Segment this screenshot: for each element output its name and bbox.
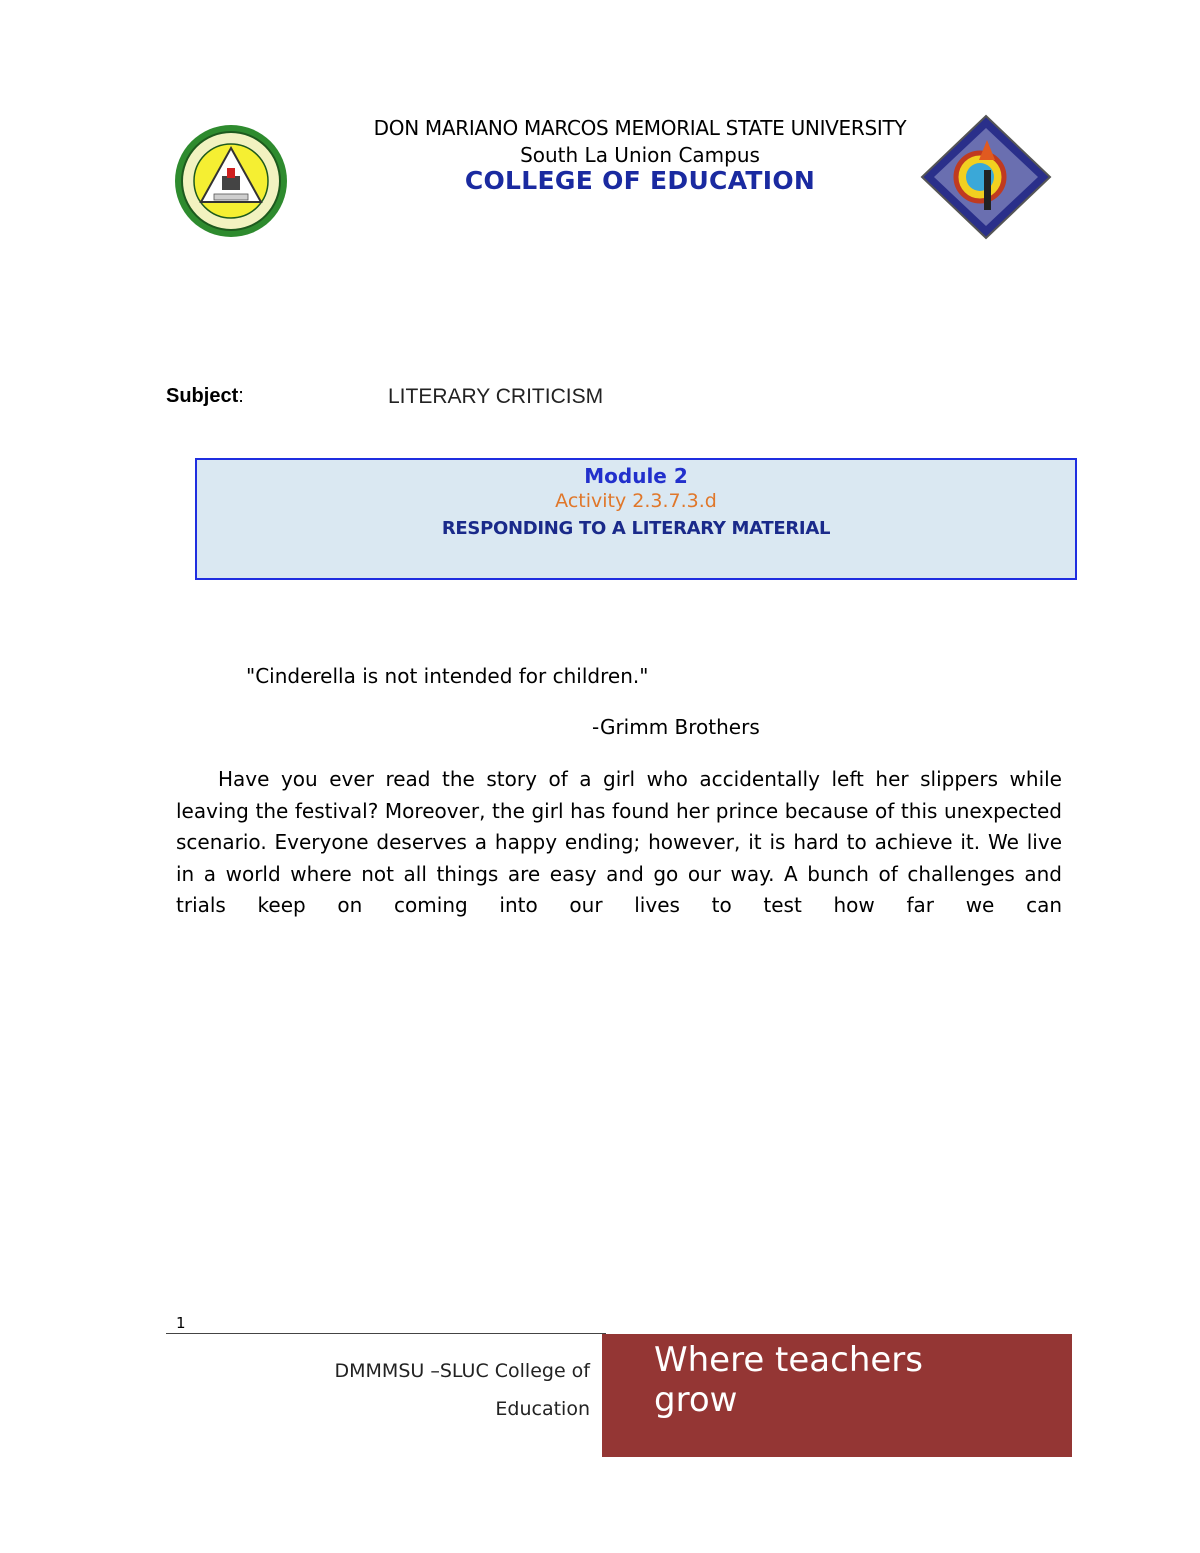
footer-college: DMMMSU –SLUC College of Education	[334, 1360, 590, 1420]
university-name: DON MARIANO MARCOS MEMORIAL STATE UNIVERSITY	[373, 116, 907, 140]
module-info-box	[195, 458, 1077, 580]
activity-heading: RESPONDING TO A LITERARY MATERIAL	[441, 518, 831, 539]
footer-tagline: Where teachers grow	[654, 1340, 923, 1420]
quote-text: "Cinderella is not intended for children."	[246, 664, 649, 688]
campus-name: South La Union Campus	[520, 143, 760, 167]
page-number: 1	[176, 1314, 186, 1332]
footer-tagline-block	[602, 1334, 1072, 1457]
module-title: Module 2	[584, 464, 688, 488]
university-seal-logo	[166, 124, 296, 238]
body-paragraph: Have you ever read the story of a girl who accidentally left her slippers while leaving the festival? Moreover, the girl has found her prince because of this unexpected scenario. Everyone deserves a happy ending; however, it is hard to achieve it. We live in a world where not all things are easy and go our way. A bunch of challenges and trials keep on coming into our lives to test how far we can	[176, 767, 1062, 917]
quote-author: -Grimm Brothers	[592, 715, 760, 739]
subject-label: Subject:	[166, 385, 244, 407]
subject-value: LITERARY CRITICISM	[388, 385, 604, 408]
college-name: COLLEGE OF EDUCATION	[464, 166, 816, 195]
activity-number: Activity 2.3.7.3.d	[555, 490, 717, 512]
footer-divider	[166, 1333, 606, 1334]
